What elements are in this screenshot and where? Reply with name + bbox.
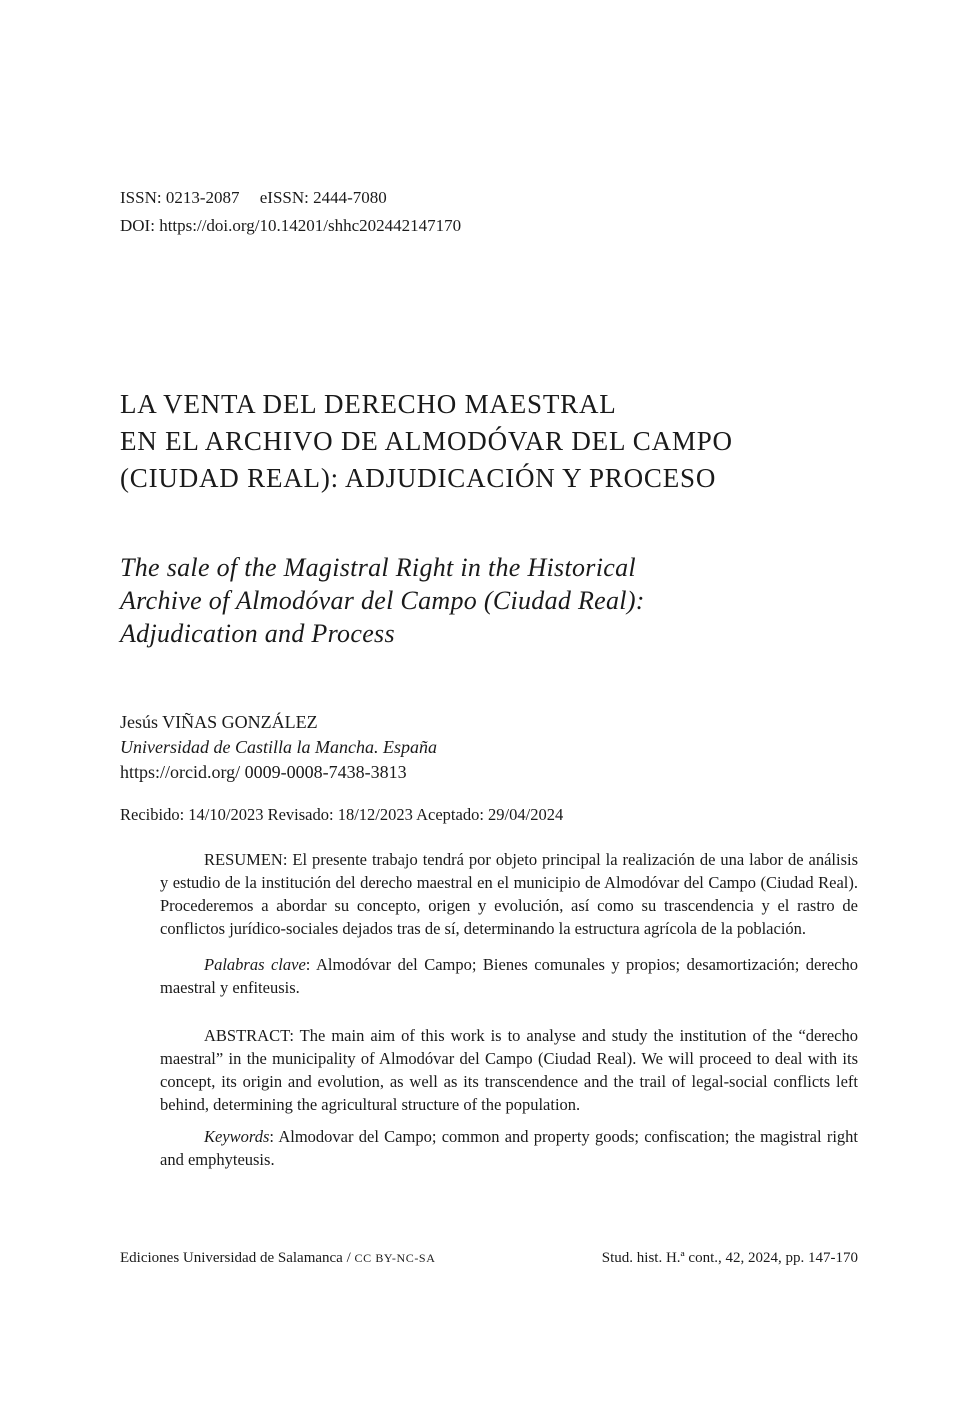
orcid-link[interactable]: https://orcid.org/ 0009-0008-7438-3813 (120, 762, 407, 782)
revised-date: 18/12/2023 (337, 805, 413, 824)
received-label: Recibido: (120, 805, 185, 824)
page-footer (120, 1248, 858, 1268)
license-badge: CC BY-NC-SA (354, 1251, 436, 1265)
article-title-es (120, 386, 858, 497)
journal-reference: Stud. hist. H.ª cont., 42, 2024, pp. 147-170 (601, 1250, 858, 1266)
doi-link[interactable]: https://doi.org/10.14201/shhc202442147170 (159, 216, 462, 235)
accepted-date: 29/04/2024 (488, 805, 564, 824)
issn-text: ISSN: 0213-2087 (120, 188, 240, 207)
abstract-en-text: The main aim of this work is to analyse and study the institution of the “derecho maestral” in the municipality of Almodóvar del Campo (Ciudad Real). We will proceed to deal with its concept, its origin and evolution, as well as its transcendence and the trail of legal-social conflicts left behind, determining the agricultural structure of the population. (160, 1026, 859, 1114)
publisher-credit (120, 1248, 435, 1268)
publication-ids (120, 0, 858, 240)
issn-line (120, 184, 858, 212)
article-title-en (120, 551, 858, 650)
keywords-es-label: Palabras clave (204, 955, 306, 974)
title-es-line-2: EN EL ARCHIVO DE ALMODÓVAR DEL CAMPO (120, 426, 733, 456)
title-en-line-3: Adjudication and Process (120, 619, 395, 648)
review-dates (120, 804, 858, 826)
revised-label: Revisado: (267, 805, 334, 824)
doi-label: DOI: (120, 216, 155, 235)
author-affiliation: Universidad de Castilla la Mancha. España (120, 737, 437, 757)
keywords-en-text: : Almodovar del Campo; common and property goods; confiscation; the magistral right and emphyteusis. (160, 1127, 858, 1169)
publisher-text: Ediciones Universidad de Salamanca / (120, 1250, 351, 1266)
keywords-es-text: : Almodóvar del Campo; Bienes comunales y propios; desamortización; derecho maestral y enfiteusis. (160, 955, 859, 997)
keywords-en-label: Keywords (204, 1127, 270, 1146)
eissn-text: eISSN: 2444-7080 (259, 188, 387, 207)
abstract-en-label: ABSTRACT: (204, 1026, 294, 1045)
received-date: 14/10/2023 (188, 805, 264, 824)
title-es-line-1: LA VENTA DEL DERECHO MAESTRAL (120, 389, 617, 419)
author-name: Jesús VIÑAS GONZÁLEZ (120, 712, 318, 732)
doi-line (120, 212, 858, 240)
author-block (120, 710, 858, 785)
title-en-line-2: Archive of Almodóvar del Campo (Ciudad Real): (120, 586, 645, 615)
keywords-es (160, 953, 858, 999)
abstract-es-label: RESUMEN: (204, 850, 288, 869)
accepted-label: Aceptado: (416, 805, 484, 824)
abstract-es (160, 848, 858, 940)
keywords-en (160, 1125, 858, 1171)
abstract-es-text: El presente trabajo tendrá por objeto principal la realización de una labor de análisis y estudio de la institución del derecho maestral en el municipio de Almodóvar del Campo (Ciudad Real). Procederemos a abordar su concepto, origen y evolución, así como su trascendencia y el rastro de conflictos jurídico-sociales dejados tras de sí, determinando la estructura agrícola de la población. (160, 850, 859, 938)
abstract-en (160, 1024, 858, 1116)
title-es-line-3: (CIUDAD REAL): ADJUDICACIÓN Y PROCESO (120, 463, 717, 493)
title-en-line-1: The sale of the Magistral Right in the Historical (120, 553, 636, 582)
